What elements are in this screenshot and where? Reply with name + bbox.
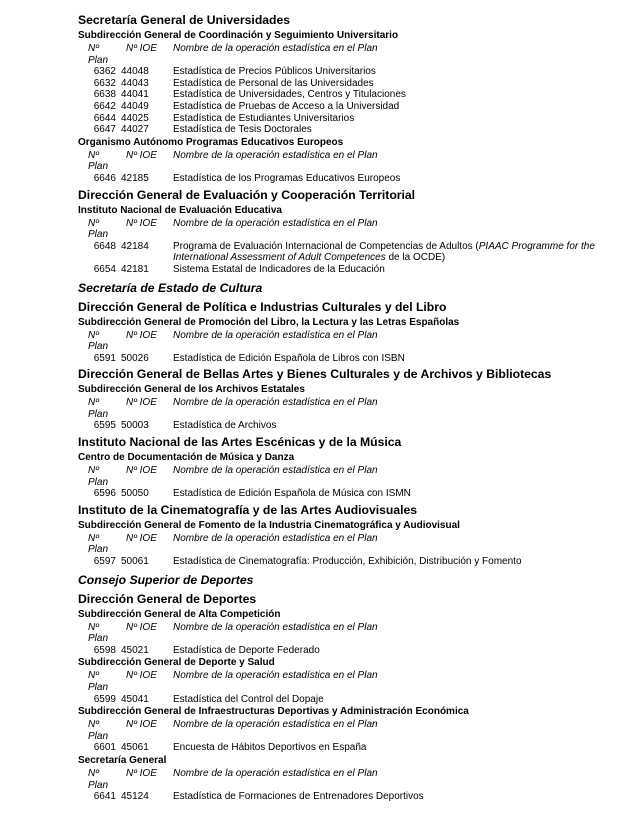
ioe-number: 45061 [121,742,149,754]
subdirectorate-heading: Subdirección General de Coordinación y Seguimiento Universitario [78,30,399,41]
plan-number: 6646 [93,172,116,184]
table-row [78,264,598,276]
operation-name [161,241,598,264]
table-row [78,556,598,568]
operation-name-text: Estadística de Precios Públicos Universitarios [173,66,376,78]
subdirectorate-heading: Subdirección General de Deporte y Salud [78,657,275,669]
column-header-plan: Nº Plan [88,767,109,791]
column-header-name: Nombre de la operación estadística en el Plan [173,532,378,544]
column-header-plan: Nº Plan [88,719,109,742]
column-header-plan: Nº Plan [88,670,109,693]
operation-name [161,113,598,125]
column-header-plan: Nº Plan [88,621,109,645]
operation-name [161,694,598,706]
ioe-number: 42184 [121,240,149,252]
column-header-name: Nombre de la operación estadística en el Plan [173,465,378,477]
ioe-number: 44049 [121,100,149,112]
operation-name [161,124,598,136]
operation-name-italic: PIAAC Programme for the International Assessment of Adult Competences [173,240,595,264]
ioe-number: 44025 [121,112,149,124]
column-header-name: Nombre de la operación estadística en el Plan [173,149,378,161]
column-header-ioe: Nº IOE [126,465,157,477]
secretariat-heading: Consejo Superior de Deportes [78,572,254,587]
column-header-ioe: Nº IOE [126,329,157,341]
column-header-ioe: Nº IOE [126,217,157,229]
table-row [78,241,598,264]
table-row [78,101,598,113]
operation-name [161,89,598,101]
plan-number: 6644 [93,112,116,124]
plan-number: 6647 [93,124,116,136]
column-header-name: Nombre de la operación estadística en el Plan [173,217,378,229]
plan-number: 6632 [93,77,116,89]
subdirectorate-heading: Subdirección General de los Archivos Estatales [78,384,305,396]
operation-name-text: Programa de Evaluación Internacional de Competencias de Adultos ( [173,240,479,252]
operation-name-text: Estadística de Edición Española de Música con ISMN [173,488,411,500]
plan-number: 6642 [93,100,116,112]
operation-name-text: Estadística de Archivos [173,420,277,432]
operation-name [161,78,598,90]
operation-name-text: Estadística de Formaciones de Entrenadores Deportivos [173,791,424,803]
ioe-number: 50061 [121,556,149,568]
column-header-ioe: Nº IOE [126,621,157,633]
plan-number: 6596 [93,488,116,500]
ioe-number: 44041 [121,89,149,101]
document-body [78,12,598,803]
directorate-heading: Dirección General de Deportes [78,591,257,606]
column-header-ioe: Nº IOE [126,397,157,409]
subdirectorate-heading: Subdirección General de Infraestructuras Deportivas y Administración Económica [78,706,469,718]
column-header-plan: Nº Plan [88,397,109,420]
operation-name-tail: de la OCDE) [385,252,446,264]
table-header [78,43,598,66]
ioe-number: 42181 [121,263,149,275]
directorate-heading: Dirección General de Evaluación y Cooperación Territorial [78,187,416,202]
plan-number: 6641 [93,791,116,803]
table-header [78,150,598,173]
column-header-ioe: Nº IOE [126,767,157,779]
operation-name [161,420,598,432]
secretariat-heading: Secretaría de Estado de Cultura [78,280,263,295]
table-row [78,694,598,706]
column-header-plan: Nº Plan [88,217,109,241]
column-header-name: Nombre de la operación estadística en el Plan [173,329,378,341]
column-header-ioe: Nº IOE [126,43,157,54]
subdirectorate-heading: Subdirección General de Alta Competición [78,608,281,620]
operation-name [161,264,598,276]
column-header-ioe: Nº IOE [126,532,157,544]
table-row [78,89,598,101]
ioe-number: 45041 [121,693,149,705]
column-header-name: Nombre de la operación estadística en el Plan [173,719,378,731]
table-row [78,66,598,78]
ioe-number: 44048 [121,66,149,78]
column-header-name: Nombre de la operación estadística en el Plan [173,670,378,682]
subdirectorate-heading: Centro de Documentación de Música y Danza [78,452,295,464]
directorate-heading: Instituto de la Cinematografía y de las Artes Audiovisuales [78,502,418,517]
plan-number: 6362 [93,66,116,78]
table-row [78,420,598,432]
operation-name-text: Estadística de Deporte Federado [173,644,320,656]
ioe-number: 50026 [121,352,149,364]
column-header-plan: Nº Plan [88,465,109,488]
directorate-heading: Secretaría General de Universidades [78,13,291,27]
subdirectorate-heading: Secretaría General [78,754,167,766]
column-header-name: Nombre de la operación estadística en el Plan [173,397,378,409]
directorate-heading: Dirección General de Bellas Artes y Bienes Culturales y de Archivos y Bibliotecas [78,367,552,382]
operation-name [161,488,598,500]
operation-name-text: Estadística de los Programas Educativos Europeos [173,172,401,184]
plan-number: 6595 [93,420,116,432]
column-header-plan: Nº Plan [88,532,109,556]
table-row [78,113,598,125]
operation-name [161,173,598,185]
table-row [78,353,598,365]
operation-name [161,101,598,113]
table-row [78,78,598,90]
table-header [78,218,598,241]
plan-number: 6597 [93,556,116,568]
operation-name-text: Estadística de Personal de las Universidades [173,77,374,89]
ioe-number: 45021 [121,644,149,656]
ioe-number: 45124 [121,791,149,803]
operation-name-text: Estadística del Control del Dopaje [173,693,324,705]
column-header-plan: Nº Plan [88,149,109,173]
table-row [78,124,598,136]
plan-number: 6654 [93,263,116,275]
column-header-ioe: Nº IOE [126,719,157,731]
operation-name-text: Estadística de Edición Española de Libros con ISBN [173,352,405,364]
operation-name-text: Estadística de Cinematografía: Producción, Exhibición, Distribución y Fomento [173,556,522,568]
operation-name [161,791,598,803]
table-header [78,670,598,693]
plan-number: 6591 [93,352,116,364]
plan-number: 6601 [93,742,116,754]
operation-name [161,742,598,754]
column-header-name: Nombre de la operación estadística en el Plan [173,621,378,633]
operation-name [161,66,598,78]
table-header [78,465,598,488]
column-header-plan: Nº Plan [88,43,109,66]
directorate-heading: Dirección General de Política e Industrias Culturales y del Libro [78,299,447,314]
operation-name [161,353,598,365]
ioe-number: 50050 [121,488,149,500]
column-header-ioe: Nº IOE [126,670,157,682]
plan-number: 6638 [93,89,116,101]
operation-name [161,556,598,568]
table-header [78,533,598,556]
operation-name-text: Estadística de Universidades, Centros y Titulaciones [173,89,406,101]
column-header-plan: Nº Plan [88,329,109,353]
subdirectorate-heading: Subdirección General de Promoción del Libro, la Lectura y las Letras Españolas [78,316,460,328]
subdirectorate-heading: Organismo Autónomo Programas Educativos Europeos [78,136,344,148]
operation-name-text: Encuesta de Hábitos Deportivos en España [173,742,367,754]
table-row [78,742,598,754]
table-row [78,645,598,657]
operation-name [161,645,598,657]
table-row [78,488,598,500]
subdirectorate-heading: Subdirección General de Fomento de la Industria Cinematográfica y Audiovisual [78,519,460,531]
column-header-name: Nombre de la operación estadística en el Plan [173,767,378,779]
directorate-heading: Instituto Nacional de las Artes Escénicas y de la Música [78,435,402,450]
operation-name-text: Estadística de Tesis Doctorales [173,124,312,136]
table-header [78,622,598,645]
ioe-number: 44027 [121,124,149,136]
table-header [78,768,598,791]
ioe-number: 42185 [121,172,149,184]
table-row [78,173,598,185]
plan-number: 6598 [93,644,116,656]
table-header [78,397,598,420]
plan-number: 6648 [93,240,116,252]
ioe-number: 50003 [121,420,149,432]
table-row [78,791,598,803]
operation-name-text: Estadística de Estudiantes Universitarios [173,112,355,124]
operation-name-text: Estadística de Pruebas de Acceso a la Universidad [173,100,400,112]
column-header-name: Nombre de la operación estadística en el Plan [173,43,378,54]
operation-name-text: Sistema Estatal de Indicadores de la Educación [173,263,385,275]
table-header [78,719,598,742]
subdirectorate-heading: Instituto Nacional de Evaluación Educativa [78,204,282,216]
plan-number: 6599 [93,693,116,705]
column-header-ioe: Nº IOE [126,149,157,161]
table-header [78,330,598,353]
ioe-number: 44043 [121,77,149,89]
